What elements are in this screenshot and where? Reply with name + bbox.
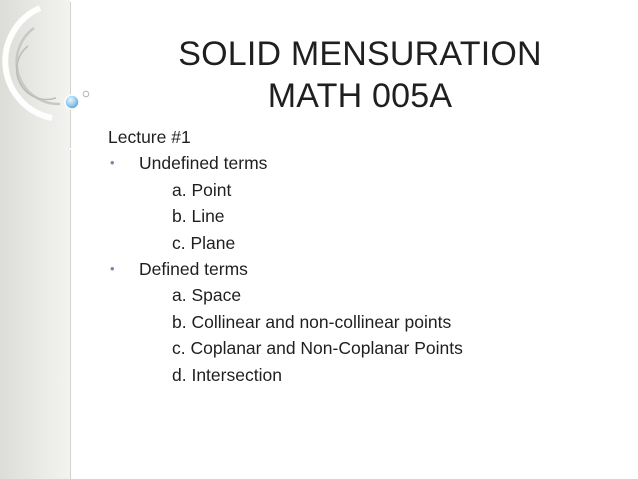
list-item-text: b. Line [172, 206, 225, 227]
title-line-1: SOLID MENSURATION [178, 35, 542, 73]
bullet-label: Undefined terms [139, 153, 268, 174]
slide-body [108, 124, 608, 388]
list-item-text: c. Plane [172, 232, 236, 253]
blue-dot-icon [65, 95, 79, 109]
list-item-text: b. Collinear and non-collinear points [172, 311, 452, 332]
list-item [108, 335, 608, 361]
bullet-defined-terms [108, 256, 608, 282]
bullet-icon: • [110, 260, 115, 276]
list-item [108, 177, 608, 203]
list-item [108, 203, 608, 229]
title-line-2: MATH 005A [267, 77, 453, 115]
list-item [108, 362, 608, 388]
list-item-text: a. Point [172, 179, 232, 200]
bullet-undefined-terms [108, 150, 608, 176]
slide-title [115, 33, 605, 117]
list-item-text: c. Coplanar and Non-Coplanar Points [172, 338, 463, 359]
list-item-text: a. Space [172, 285, 242, 306]
list-item-text: d. Intersection [172, 364, 282, 385]
bullet-icon: • [110, 155, 115, 171]
list-item [108, 282, 608, 308]
bullet-label: Defined terms [139, 258, 248, 279]
small-ring-icon [83, 91, 89, 97]
list-item [108, 309, 608, 335]
lecture-label: Lecture #1 [108, 127, 191, 147]
list-item [108, 230, 608, 256]
